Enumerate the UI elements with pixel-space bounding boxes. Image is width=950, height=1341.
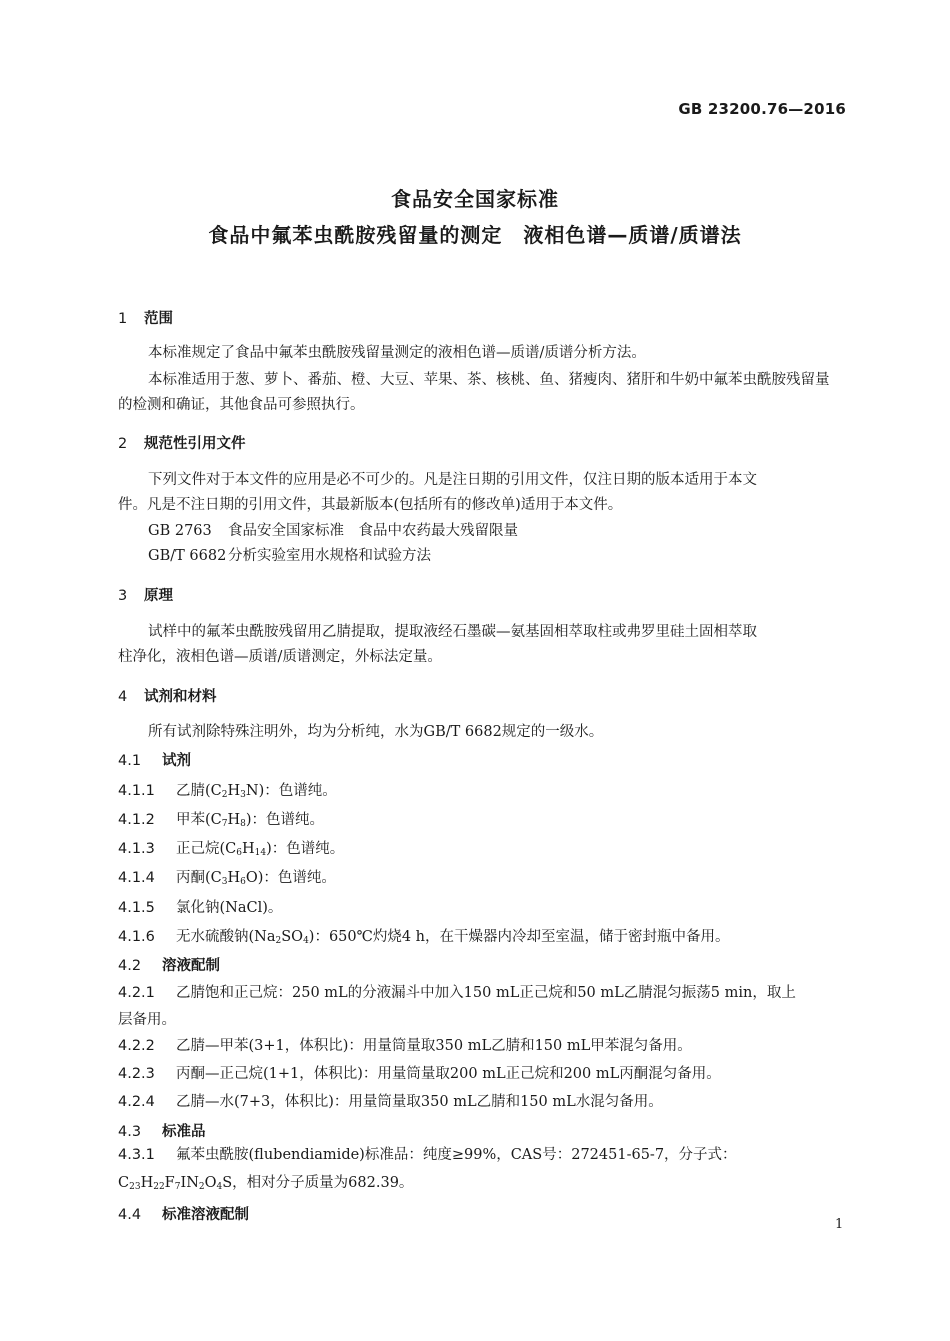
section-number: 3 (118, 588, 128, 604)
item-text: 正己烷$(C_6H_{14})$：色谱纯。 (176, 841, 345, 858)
subsection-title: 标准品 (162, 1124, 206, 1140)
section-title: 规范性引用文件 (144, 436, 246, 452)
item-number: 4.1.2 (118, 812, 155, 828)
section-4-para-1: 所有试剂除特殊注明外，均为分析纯，水为GB/T 6682规定的一级水。 (148, 724, 604, 740)
section-number: 4 (118, 689, 128, 705)
item-number: 4.3.1 (118, 1147, 155, 1163)
subsection-number: 4.3 (118, 1124, 142, 1140)
item-4-1-2 (118, 808, 324, 829)
section-title: 试剂和材料 (144, 689, 217, 705)
item-text: 氯化钠(NaCl)。 (176, 900, 283, 916)
item-4-2-1-continued: 层备用。 (118, 1012, 176, 1028)
item-number: 4.1.5 (118, 900, 155, 916)
item-text: 氟苯虫酰胺(flubendiamide)标准品：纯度≥99%，CAS号：272451-65-7，分子式： (176, 1147, 737, 1163)
subsection-4-4-heading (118, 1203, 249, 1224)
item-text: 无水硫酸钠$(Na_2SO_4)$：650℃灼烧4 h，在干燥器内冷却至室温，储于密封瓶中备用。 (176, 929, 730, 946)
item-number: 4.2.3 (118, 1066, 155, 1082)
subsection-number: 4.1 (118, 753, 142, 769)
subsection-number: 4.4 (118, 1207, 142, 1223)
item-text: 乙腈饱和正己烷：250 mL的分液漏斗中加入150 mL正己烷和50 mL乙腈混匀振荡5 min，取上 (176, 985, 796, 1001)
subsection-title: 标准溶液配制 (162, 1207, 249, 1223)
standard-code: GB 23200.76—2016 (678, 100, 846, 118)
item-number: 4.1.6 (118, 929, 155, 945)
section-title: 范围 (144, 311, 173, 327)
section-2-para-1a: 下列文件对于本文件的应用是必不可少的。凡是注日期的引用文件，仅注日期的版本适用于本文 (148, 472, 757, 488)
reference-title: 分析实验室用水规格和试验方法 (228, 548, 431, 564)
item-number: 4.1.1 (118, 783, 155, 799)
title-line-1: 食品安全国家标准 (391, 187, 559, 211)
item-text: 甲苯$(C_7H_8)$：色谱纯。 (176, 812, 325, 829)
item-4-1-6 (118, 925, 730, 946)
section-3-para-1b: 柱净化，液相色谱—质谱/质谱测定，外标法定量。 (118, 649, 442, 665)
item-text: 乙腈—水(7+3，体积比)：用量筒量取350 mL乙腈和150 mL水混匀备用。 (176, 1094, 663, 1110)
subsection-4-1-heading (118, 749, 191, 770)
reference-2 (148, 543, 431, 569)
section-title: 原理 (144, 588, 173, 604)
section-1-para-2a: 本标准适用于葱、萝卜、番茄、橙、大豆、苹果、茶、核桃、鱼、猪瘦肉、猪肝和牛奶中氟苯虫酰胺残留量 (148, 372, 830, 388)
item-text: 丙酮$(C_3H_6O)$：色谱纯。 (176, 870, 336, 887)
item-number: 4.1.4 (118, 870, 155, 886)
item-4-3-1 (118, 1143, 737, 1164)
item-4-2-4 (118, 1090, 663, 1111)
section-3-para-1a: 试样中的氟苯虫酰胺残留用乙腈提取，提取液经石墨碳—氨基固相萃取柱或弗罗里硅土固相萃取 (148, 624, 757, 640)
section-1-para-1: 本标准规定了食品中氟苯虫酰胺残留量测定的液相色谱—质谱/质谱分析方法。 (148, 345, 646, 361)
item-4-2-3 (118, 1062, 721, 1083)
item-4-1-4 (118, 866, 336, 887)
section-3-heading (118, 584, 173, 605)
item-4-3-1-formula: $C_{23}H_{22}F_7IN_2O_4S$，相对分子质量为682.39。 (118, 1175, 414, 1192)
section-2-para-1b: 件。凡是不注日期的引用文件，其最新版本(包括所有的修改单)适用于本文件。 (118, 497, 623, 513)
reference-title: 食品安全国家标准 食品中农药最大残留限量 (228, 523, 518, 539)
reference-1 (148, 518, 518, 544)
item-4-1-5 (118, 896, 282, 917)
section-number: 2 (118, 436, 128, 452)
section-2-heading (118, 432, 246, 453)
page-number: 1 (835, 1217, 844, 1232)
item-4-1-1 (118, 779, 337, 800)
subsection-title: 溶液配制 (162, 958, 220, 974)
item-number: 4.2.4 (118, 1094, 155, 1110)
item-number: 4.2.1 (118, 985, 155, 1001)
item-text: 乙腈—甲苯(3+1，体积比)：用量筒量取350 mL乙腈和150 mL甲苯混匀备用。 (176, 1038, 692, 1054)
item-4-1-3 (118, 837, 344, 858)
reference-code: GB 2763 (148, 523, 212, 539)
item-text: 丙酮—正己烷(1+1，体积比)：用量筒量取200 mL正己烷和200 mL丙酮混匀备用。 (176, 1066, 721, 1082)
reference-code: GB/T 6682 (148, 548, 227, 564)
section-1-heading (118, 307, 173, 328)
subsection-4-2-heading (118, 954, 220, 975)
section-number: 1 (118, 311, 128, 327)
item-text: 乙腈$(C_2H_3N)$：色谱纯。 (176, 783, 337, 800)
subsection-number: 4.2 (118, 958, 142, 974)
subsection-title: 试剂 (162, 753, 191, 769)
title-line-2: 食品中氟苯虫酰胺残留量的测定 液相色谱—质谱/质谱法 (208, 223, 742, 247)
item-number: 4.2.2 (118, 1038, 155, 1054)
item-4-2-2 (118, 1034, 692, 1055)
item-4-2-1 (118, 981, 796, 1002)
item-number: 4.1.3 (118, 841, 155, 857)
section-1-para-2b: 的检测和确证，其他食品可参照执行。 (118, 397, 365, 413)
section-4-heading (118, 685, 217, 706)
subsection-4-3-heading (118, 1120, 206, 1141)
